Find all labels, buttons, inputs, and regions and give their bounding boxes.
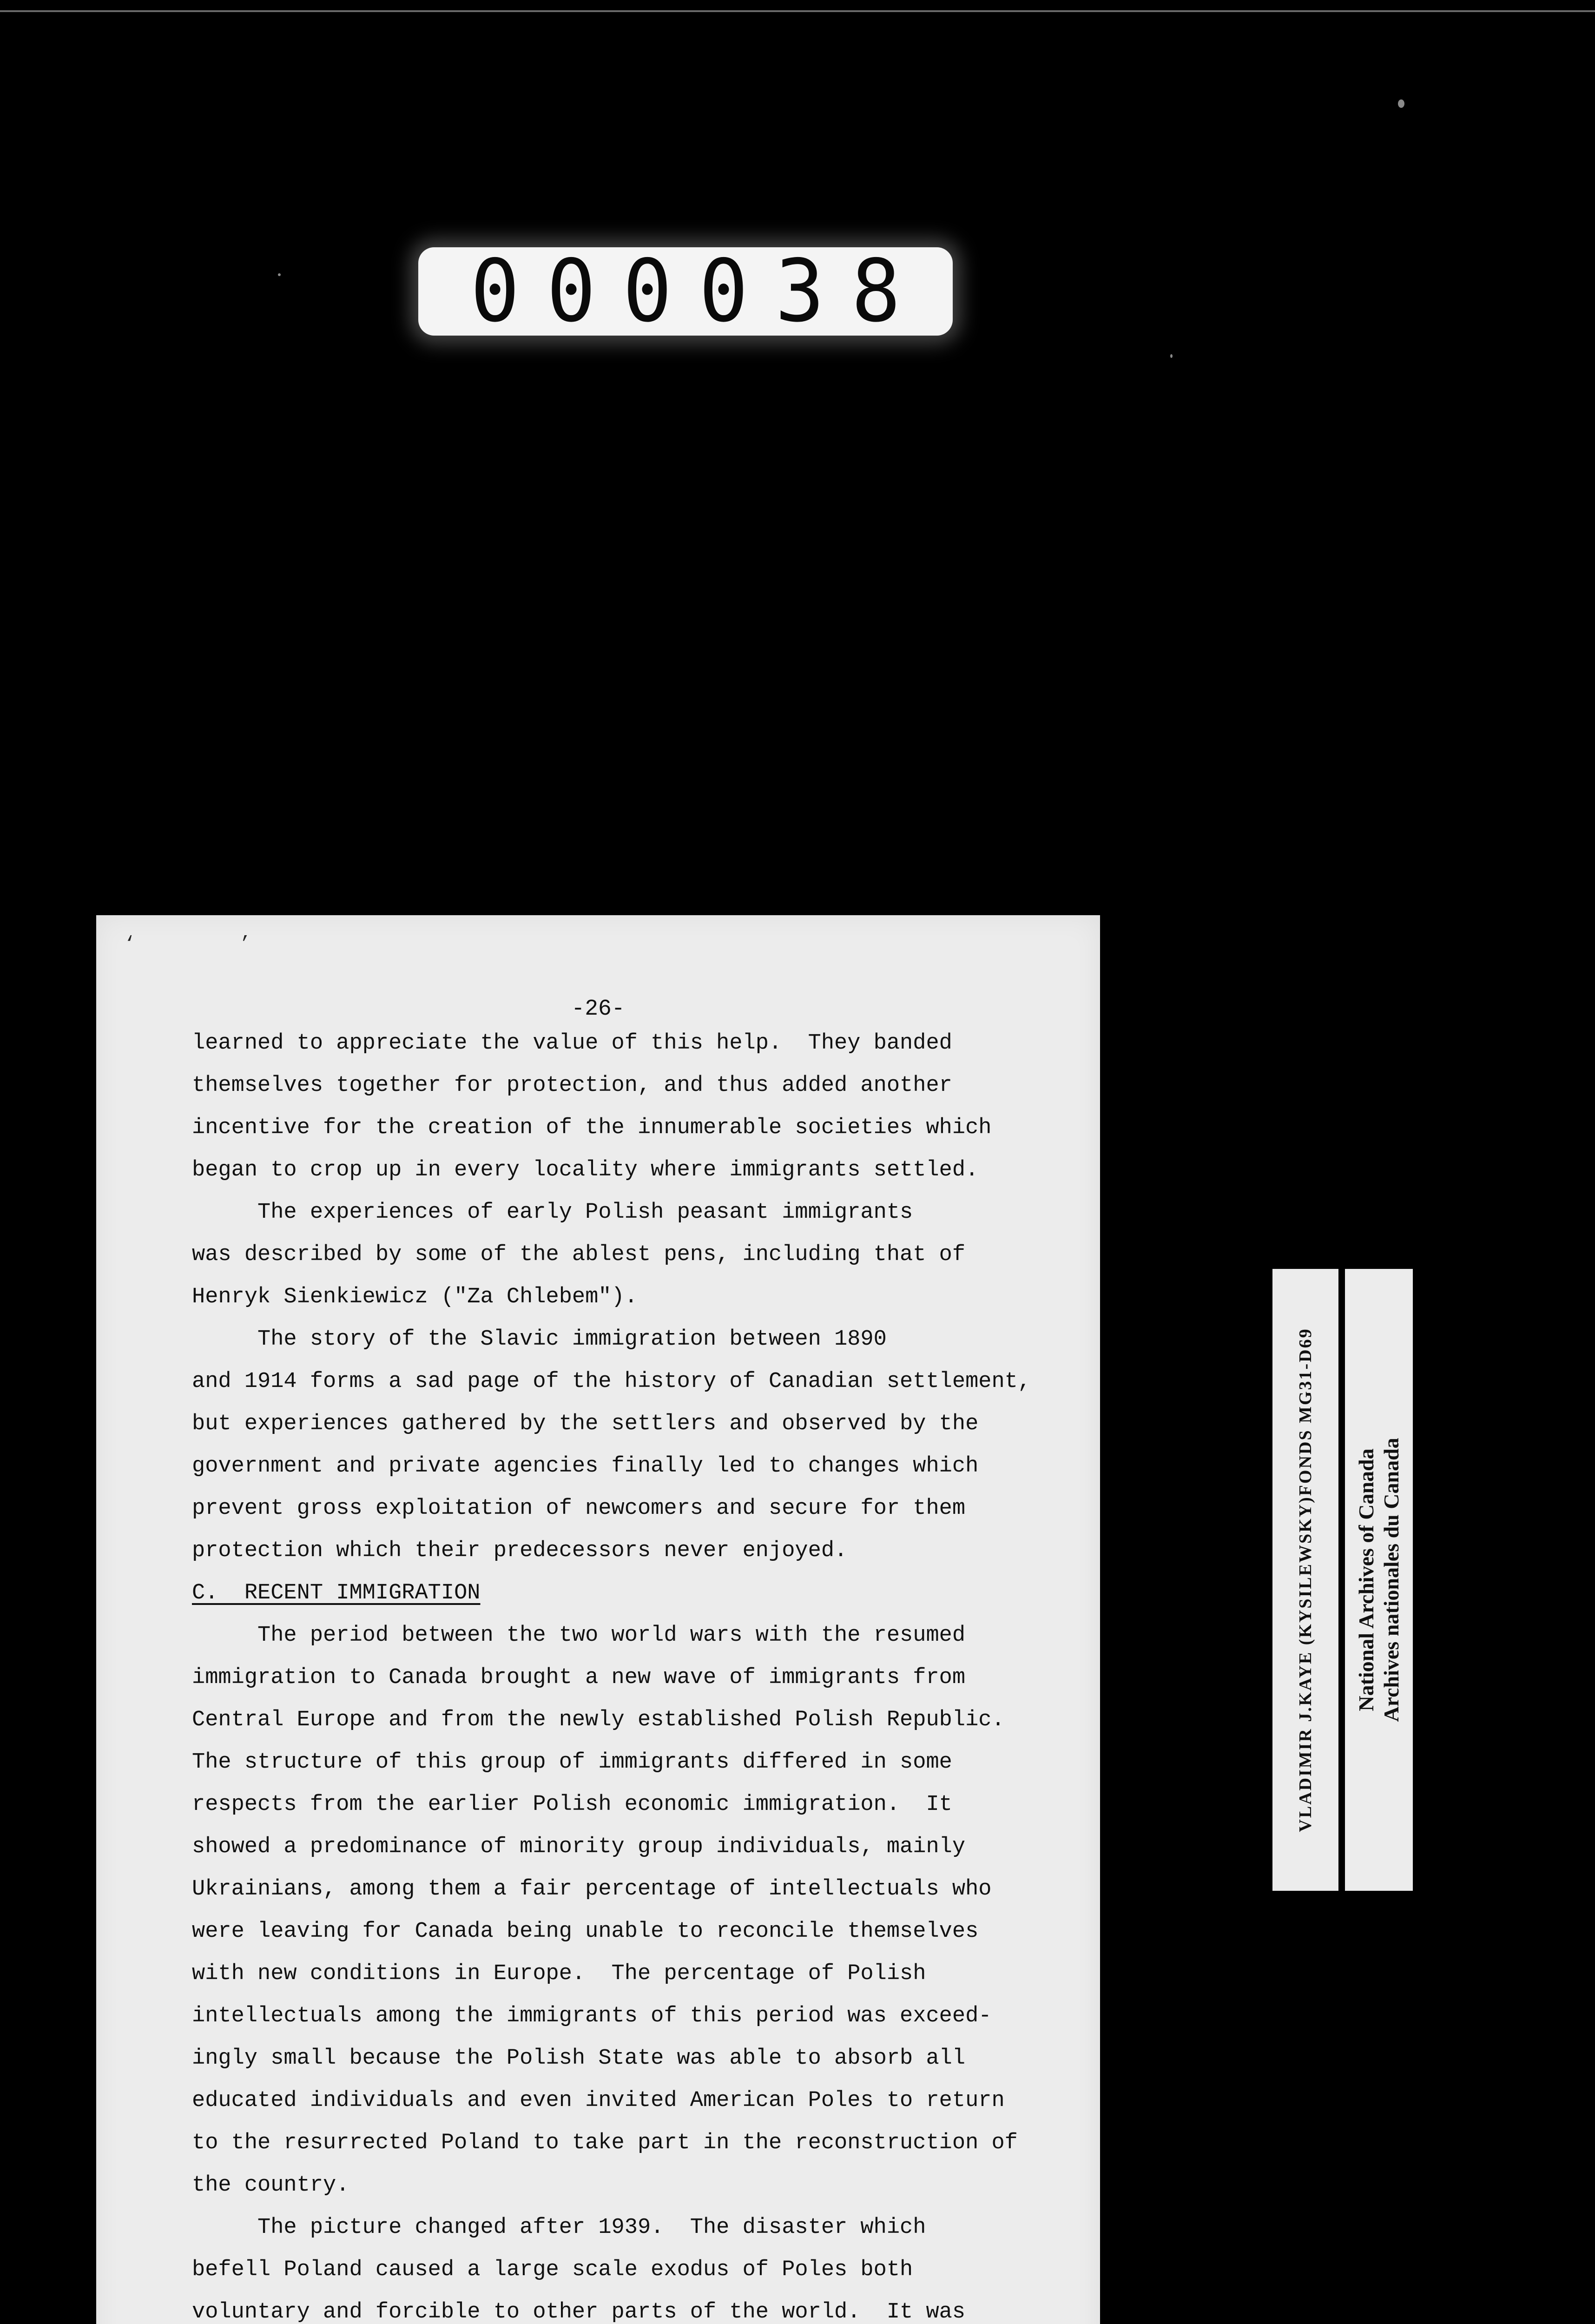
- archives-name-english: National Archives of Canada: [1354, 1448, 1378, 1711]
- text-line: protection which their predecessors never enjoyed.: [192, 1538, 848, 1563]
- text-line: befell Poland caused a large scale exodus of Poles both: [192, 2258, 913, 2282]
- text-line: The structure of this group of immigrants differed in some: [192, 1750, 952, 1775]
- text-line: ingly small because the Polish State was able to absorb all: [192, 2046, 966, 2071]
- archives-label-strip: [1345, 1269, 1413, 1891]
- text-line: The story of the Slavic immigration between 1890: [192, 1327, 887, 1352]
- text-line: The experiences of early Polish peasant immigrants: [192, 1200, 913, 1225]
- text-line: with new conditions in Europe. The percentage of Polish: [192, 1961, 926, 1986]
- text-line: Central Europe and from the newly established Polish Republic.: [192, 1708, 1005, 1732]
- text-line: Henryk Sienkiewicz ("Za Chlebem").: [192, 1285, 638, 1309]
- label-divider: [1338, 1269, 1345, 1891]
- text-line: began to crop up in every locality where immigrants settled.: [192, 1158, 979, 1182]
- section-heading: [192, 1572, 1094, 1614]
- text-line: intellectuals among the immigrants of this period was exceed-: [192, 2004, 992, 2028]
- film-speck: [278, 273, 281, 276]
- text-line: government and private agencies finally led to changes which: [192, 1454, 979, 1479]
- fonds-label-strip: [1272, 1269, 1338, 1891]
- page-number: -26-: [571, 997, 625, 1022]
- text-line: incentive for the creation of the innumerable societies which: [192, 1116, 992, 1140]
- frame-counter-digits: 000038: [470, 241, 928, 342]
- text-line: were leaving for Canada being unable to reconcile themselves: [192, 1919, 979, 1944]
- text-line: respects from the earlier Polish economic immigration. It: [192, 1792, 952, 1817]
- text-line: immigration to Canada brought a new wave of immigrants from: [192, 1665, 966, 1690]
- text-line: and 1914 forms a sad page of the history of Canadian settlement,: [192, 1369, 1031, 1394]
- archives-label: [1354, 1438, 1404, 1722]
- section-heading-text: C. RECENT IMMIGRATION: [192, 1581, 481, 1605]
- text-line: themselves together for protection, and thus added another: [192, 1073, 952, 1098]
- film-speck: [1398, 99, 1404, 108]
- page-body-text: [192, 1022, 1094, 2324]
- text-line: prevent gross exploitation of newcomers and secure for them: [192, 1496, 966, 1521]
- text-line: showed a predominance of minority group individuals, mainly: [192, 1835, 966, 1859]
- text-line: the country.: [192, 2173, 349, 2198]
- film-top-rule: [0, 10, 1595, 12]
- text-line: The period between the two world wars with the resumed: [192, 1623, 966, 1648]
- text-line: Ukrainians, among them a fair percentage of intellectuals who: [192, 1877, 992, 1901]
- text-line: The picture changed after 1939. The disaster which: [192, 2215, 926, 2240]
- frame-counter: [418, 241, 953, 342]
- text-line: voluntary and forcible to other parts of the world. It was: [192, 2300, 966, 2324]
- text-line: was described by some of the ablest pens, including that of: [192, 1242, 966, 1267]
- text-line: to the resurrected Poland to take part in the reconstruction of: [192, 2131, 1018, 2155]
- text-line: educated individuals and even invited American Poles to return: [192, 2088, 1005, 2113]
- document-page: [96, 915, 1100, 2324]
- archive-label: [1272, 1269, 1413, 1891]
- text-line: but experiences gathered by the settlers and observed by the: [192, 1412, 979, 1436]
- page-marks: ‘ ’: [124, 934, 297, 955]
- archives-name-french: Archives nationales du Canada: [1379, 1438, 1403, 1722]
- film-speck: [1170, 354, 1173, 358]
- text-line: learned to appreciate the value of this help. They banded: [192, 1031, 952, 1056]
- fonds-label: VLADIMIR J.KAYE (KYSILEWSKY)FONDS MG31-D69: [1296, 1327, 1315, 1832]
